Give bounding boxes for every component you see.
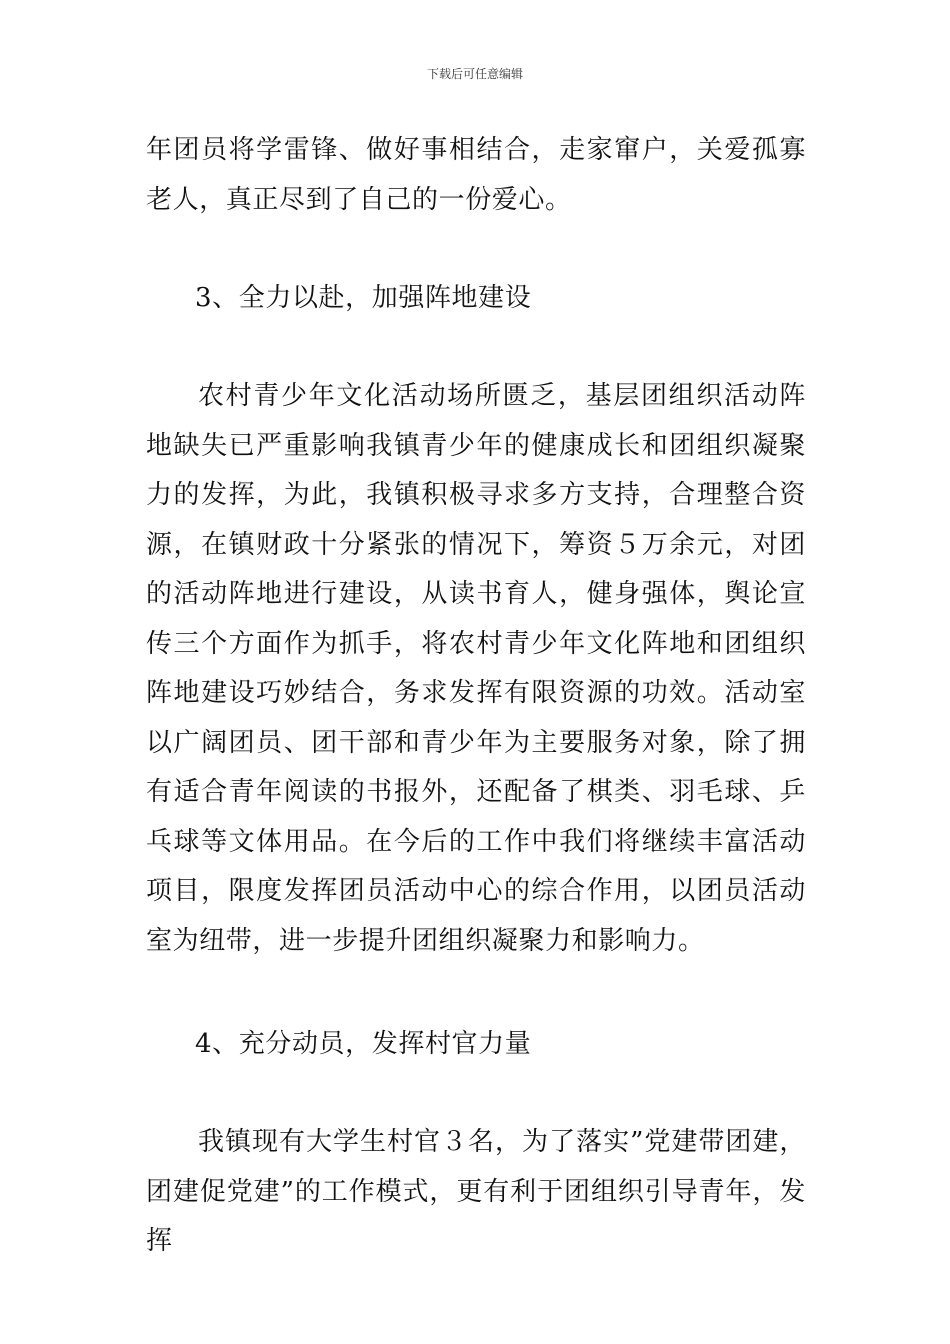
section-heading-4: 4、充分动员，发挥村官力量 xyxy=(195,1029,532,1059)
section-paragraph-4: 我镇现有大学生村官３名，为了落实”党建带团建，团建促党建”的工作模式，更有利于团组织引导青年，发挥 xyxy=(146,1127,806,1256)
section-paragraph-3: 农村青少年文化活动场所匮乏，基层团组织活动阵地缺失已严重影响我镇青少年的健康成长和团组织凝聚力的发挥，为此，我镇积极寻求多方支持，合理整合资源，在镇财政十分紧张的情况下，筹资５万余元，对团的活动阵地进行建设，从读书育人，健身强体，舆论宣传三个方面作为抓手，将农村青少年文化阵地和团组织阵地建设巧妙结合，务求发挥有限资源的功效。活动室以广阔团员、团干部和青少年为主要服务对象，除了拥有适合青年阅读的书报外，还配备了棋类、羽毛球、乒乓球等文体用品。在今后的工作中我们将继续丰富活动项目，限度发挥团员活动中心的综合作用，以团员活动室为纽带，进一步提升团组织凝聚力和影响力。 xyxy=(146,381,806,956)
page-header-note: 下载后可任意编辑 xyxy=(426,67,523,81)
paragraph-continued: 年团员将学雷锋、做好事相结合，走家窜户，关爱孤寡老人，真正尽到了自己的一份爱心。 xyxy=(146,135,806,215)
section-heading-3: 3、全力以赴，加强阵地建设 xyxy=(195,283,532,313)
